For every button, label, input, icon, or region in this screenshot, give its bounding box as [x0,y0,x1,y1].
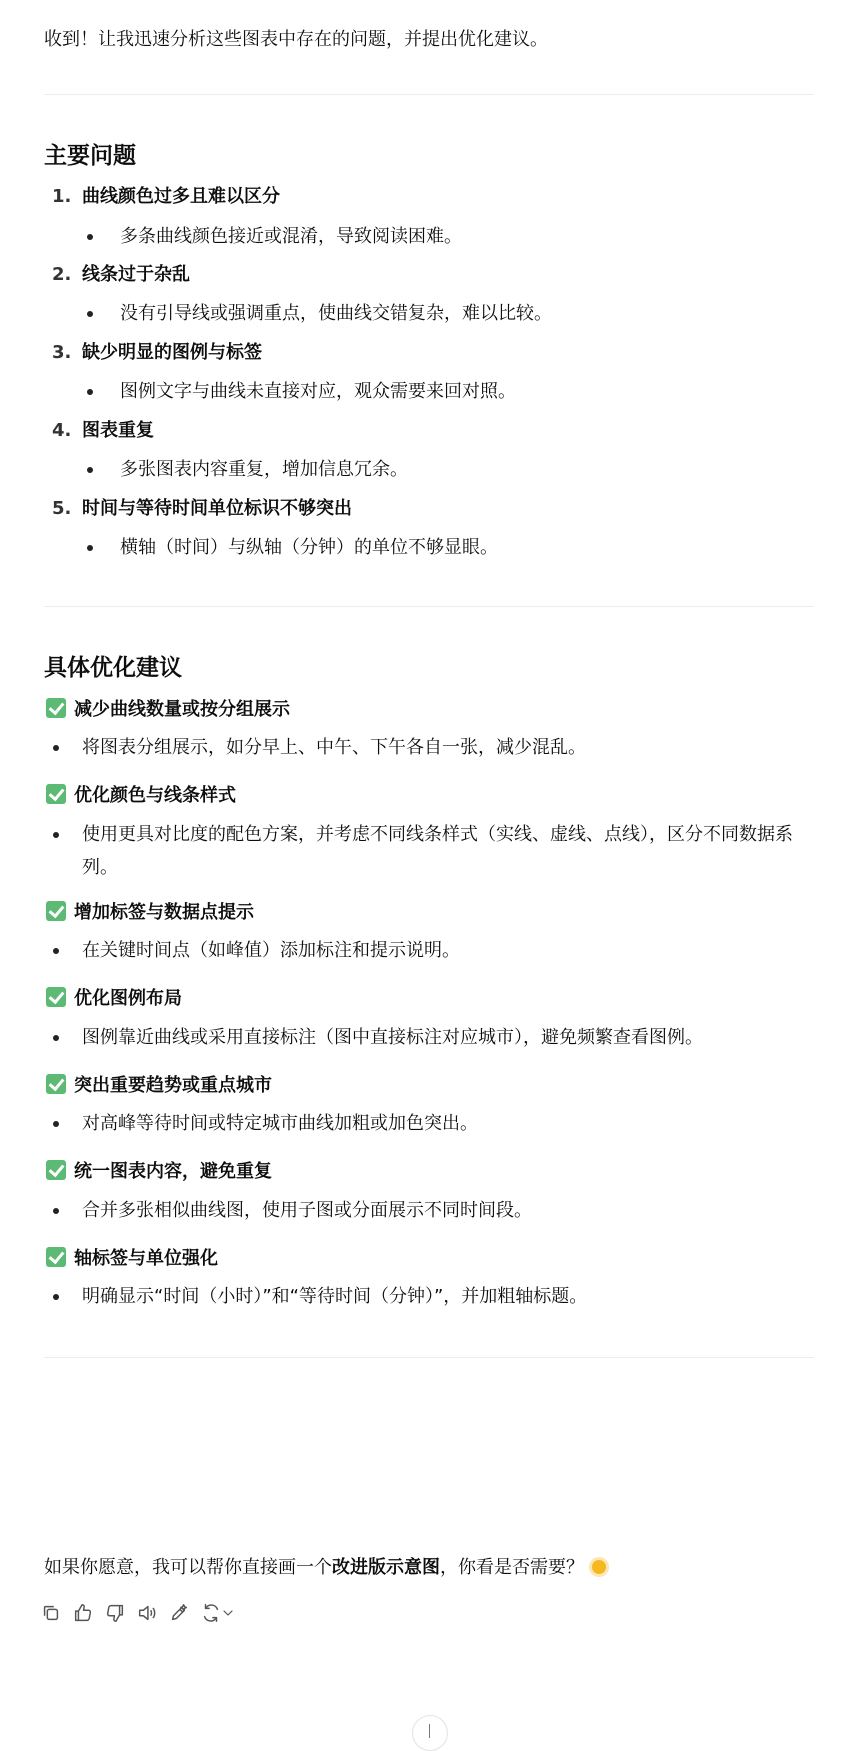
issue-title: 曲线颜色过多且难以区分 [82,186,280,207]
bullet-dot [53,1294,59,1300]
bullet-dot [87,234,93,240]
divider [44,1357,814,1358]
issue-item [44,418,814,444]
issues-heading: 主要问题 [44,143,136,169]
check-mark-button-icon [46,1160,66,1180]
issue-detail: 多张图表内容重复，增加信息冗余。 [120,459,408,480]
closing-text-bold: 改进版示意图 [332,1557,440,1578]
issue-title: 图表重复 [82,420,154,441]
copy-icon [40,1602,62,1624]
suggestion-title [44,1159,272,1185]
suggestion-title-text: 增加标签与数据点提示 [74,902,254,923]
check-mark-button-icon [46,987,66,1007]
closing-text-after: ，你看是否需要？ [440,1557,584,1578]
suggestion-detail: 在关键时间点（如峰值）添加标注和提示说明。 [82,940,460,961]
bullet-dot [53,1208,59,1214]
issue-number: 2. [52,264,72,285]
suggestions-heading: 具体优化建议 [44,655,182,681]
suggestion-detail: 对高峰等待时间或特定城市曲线加粗或加色突出。 [82,1113,478,1134]
check-mark-button-icon [46,1074,66,1094]
bullet-dot [87,545,93,551]
speaker-icon [136,1602,158,1624]
bullet-dot [53,745,59,751]
edit-button[interactable] [166,1600,192,1626]
suggestion-title-text: 统一图表内容，避免重复 [74,1161,272,1182]
issue-title: 线条过于杂乱 [82,264,190,285]
check-mark-button-icon [46,698,66,718]
refresh-icon [200,1602,222,1624]
check-mark-button-icon [46,1247,66,1267]
issue-detail: 横轴（时间）与纵轴（分钟）的单位不够显眼。 [120,537,498,558]
suggestion-title [44,697,290,723]
suggestion-title [44,900,254,926]
issue-title: 时间与等待时间单位标识不够突出 [82,498,352,519]
like-button[interactable] [70,1600,96,1626]
issue-detail: 图例文字与曲线未直接对应，观众需要来回对照。 [120,381,516,402]
suggestion-detail: 使用更具对比度的配色方案，并考虑不同线条样式（实线、虚线、点线），区分不同数据系列。 [82,824,793,878]
issue-item [44,262,814,288]
suggestion-title-text: 轴标签与单位强化 [74,1248,218,1269]
intro-text: 收到！让我迅速分析这些图表中存在的问题，并提出优化建议。 [44,29,548,50]
issue-title: 缺少明显的图例与标签 [82,342,262,363]
bullet-dot [53,832,59,838]
issue-number: 3. [52,342,72,363]
thumbs-down-icon [104,1602,126,1624]
bullet-dot [53,948,59,954]
bullet-dot [87,467,93,473]
suggestion-title [44,1246,218,1272]
scroll-to-bottom-button[interactable] [412,1715,448,1751]
suggestion-detail: 合并多张相似曲线图，使用子图或分面展示不同时间段。 [82,1200,532,1221]
read-aloud-button[interactable] [134,1600,160,1626]
suggestion-detail: 明确显示“时间（小时）”和“等待时间（分钟）”，并加粗轴标题。 [82,1286,588,1307]
dislike-button[interactable] [102,1600,128,1626]
bullet-dot [53,1035,59,1041]
issue-detail: 多条曲线颜色接近或混淆，导致阅读困难。 [120,226,462,247]
divider [44,606,814,607]
issue-item [44,184,814,210]
suggestion-title [44,986,182,1012]
divider [44,94,814,95]
closing-text-before: 如果你愿意，我可以帮你直接画一个 [44,1557,332,1578]
suggestion-title [44,1073,272,1099]
suggestion-detail: 将图表分组展示，如分早上、中午、下午各自一张，减少混乱。 [82,737,586,758]
suggestion-title-text: 减少曲线数量或按分组展示 [74,699,290,720]
suggestion-title-text: 优化颜色与线条样式 [74,785,236,806]
edit-pen-icon [168,1602,190,1624]
issue-item [44,496,814,522]
issue-number: 5. [52,498,72,519]
copy-button[interactable] [38,1600,64,1626]
bullet-dot [87,389,93,395]
issue-item [44,340,814,366]
closing-text [44,1554,606,1582]
suggestion-title-text: 突出重要趋势或重点城市 [74,1075,272,1096]
regenerate-button[interactable] [198,1600,238,1626]
check-mark-button-icon [46,901,66,921]
suggestion-title-text: 优化图例布局 [74,988,182,1009]
bullet-dot [87,311,93,317]
issue-number: 4. [52,420,72,441]
suggestion-detail: 图例靠近曲线或采用直接标注（图中直接标注对应城市），避免频繁查看图例。 [82,1027,703,1048]
check-mark-button-icon [46,784,66,804]
chevron-down-icon [220,1605,236,1621]
bullet-dot [53,1121,59,1127]
issue-number: 1. [52,186,72,207]
thumbs-up-icon [72,1602,94,1624]
suggestion-title [44,783,236,809]
sun-icon [592,1560,606,1574]
issue-detail: 没有引导线或强调重点，使曲线交错复杂，难以比较。 [120,303,552,324]
